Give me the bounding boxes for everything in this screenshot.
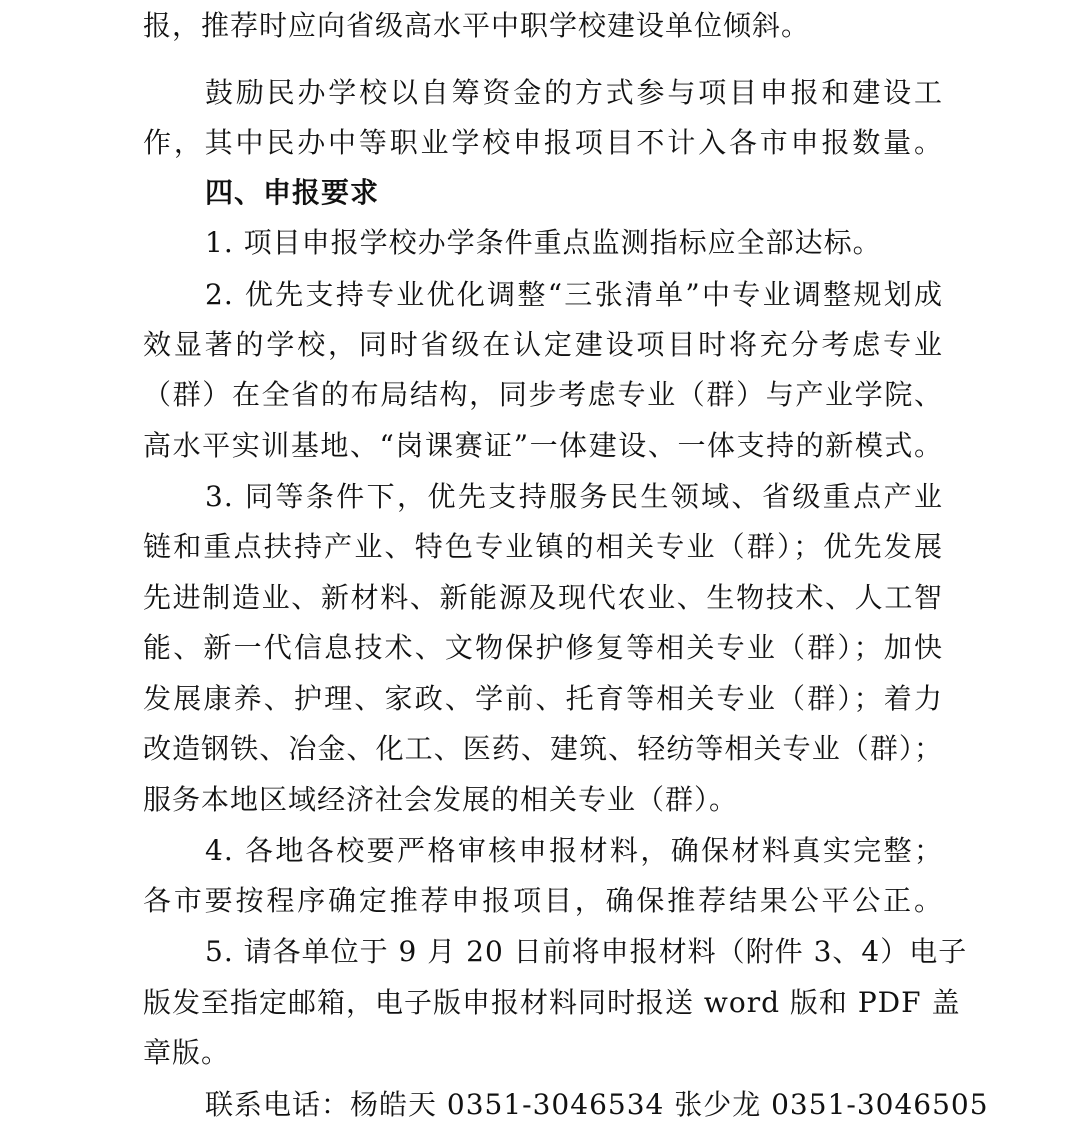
section-heading: 四、申报要求 bbox=[205, 176, 380, 209]
paragraph-first-line: 鼓励民办学校以自筹资金的方式参与项目申报和建设工 bbox=[205, 76, 943, 109]
text-line: 作，其中民办中等职业学校申报项目不计入各市申报数量。 bbox=[143, 126, 943, 159]
text-line: 发展康养、护理、家政、学前、托育等相关专业（群）；着力 bbox=[143, 682, 943, 715]
text-line: 版发至指定邮箱，电子版申报材料同时报送 word 版和 PDF 盖 bbox=[143, 986, 961, 1019]
list-item-3: 3. 同等条件下，优先支持服务民生领域、省级重点产业 bbox=[205, 480, 943, 513]
text-line: （群）在全省的布局结构，同步考虑专业（群）与产业学院、 bbox=[143, 378, 943, 411]
text-line: 章版。 bbox=[143, 1036, 231, 1069]
text-line: 各市要按程序确定推荐申报项目，确保推荐结果公平公正。 bbox=[143, 884, 943, 917]
list-item-1: 1. 项目申报学校办学条件重点监测指标应全部达标。 bbox=[205, 226, 882, 259]
list-item-2: 2. 优先支持专业优化调整“三张清单”中专业调整规划成 bbox=[205, 278, 943, 311]
contact-line: 联系电话：杨皓天 0351-3046534 张少龙 0351-3046505 bbox=[205, 1088, 989, 1121]
text-line: 链和重点扶持产业、特色专业镇的相关专业（群）；优先发展 bbox=[143, 530, 943, 563]
list-item-4: 4. 各地各校要严格审核申报材料，确保材料真实完整； bbox=[205, 834, 943, 867]
list-item-5: 5. 请各单位于 9 月 20 日前将申报材料（附件 3、4）电子 bbox=[205, 935, 968, 968]
text-line: 先进制造业、新材料、新能源及现代农业、生物技术、人工智 bbox=[143, 581, 943, 614]
text-line: 高水平实训基地、“岗课赛证”一体建设、一体支持的新模式。 bbox=[143, 429, 943, 462]
text-line: 报，推荐时应向省级高水平中职学校建设单位倾斜。 bbox=[143, 9, 811, 42]
text-line: 改造钢铁、冶金、化工、医药、建筑、轻纺等相关专业（群）； bbox=[143, 732, 943, 765]
text-line: 服务本地区域经济社会发展的相关专业（群）。 bbox=[143, 783, 739, 816]
text-line: 效显著的学校，同时省级在认定建设项目时将充分考虑专业 bbox=[143, 328, 943, 361]
text-line: 能、新一代信息技术、文物保护修复等相关专业（群）；加快 bbox=[143, 631, 943, 664]
